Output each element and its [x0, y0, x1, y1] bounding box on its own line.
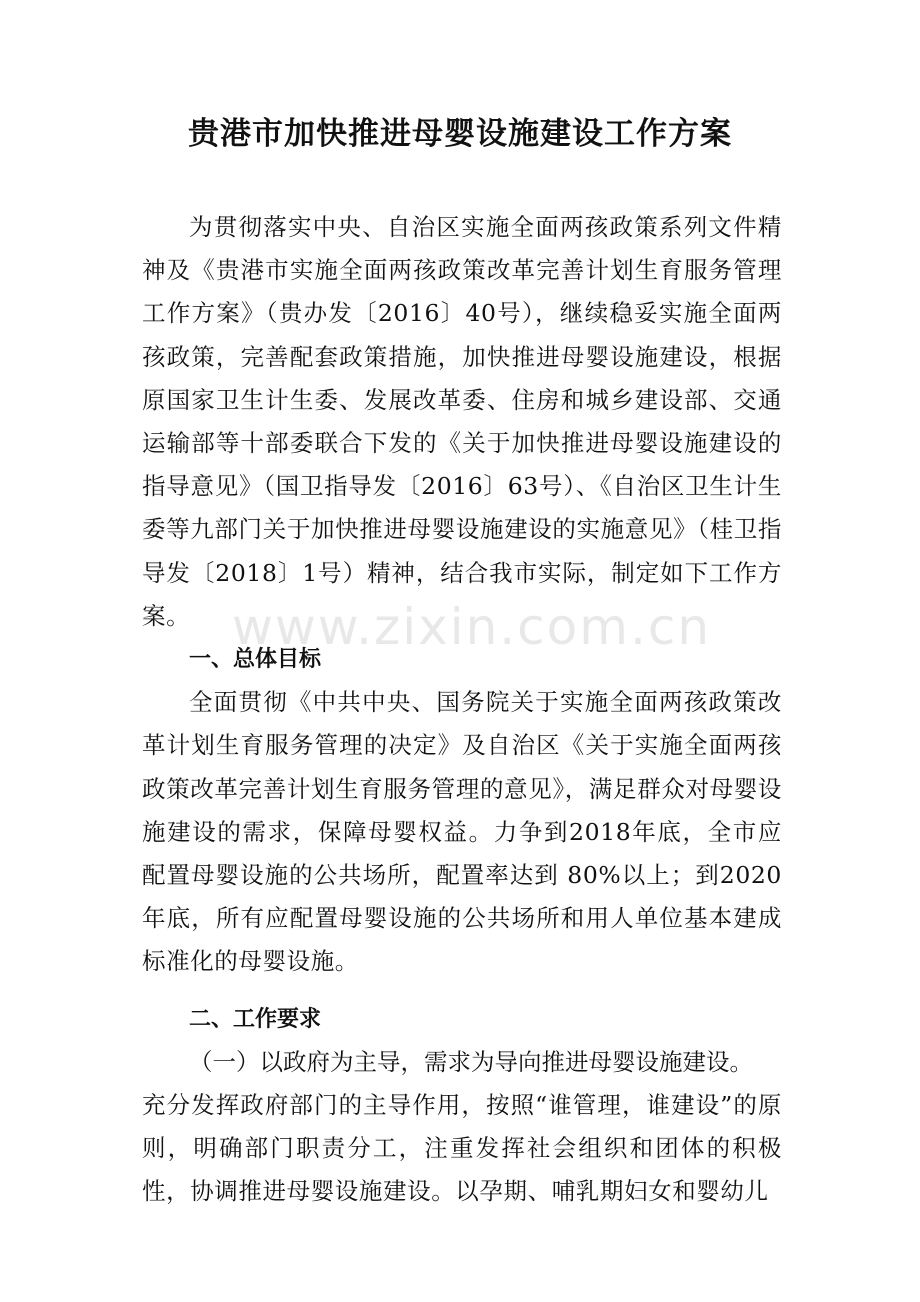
intro-paragraph: 为贯彻落实中央、自治区实施全面两孩政策系列文件精神及《贵港市实施全面两孩政策改革完善计划生育服务管理工作方案》（贵办发〔2016〕40号），继续稳妥实施全面两孩政策，完善配套政策措施，加快推进母婴设施建设，根据原国家卫生计生委、发展改革委、住房和城乡建设部、交通运输部等十部委联合下发的《关于加快推进母婴设施建设的指导意见》（国卫指导发〔2016〕63号）、《自治区卫生计生委等九部门关于加快推进母婴设施建设的实施意见》（桂卫指导发〔2018〕1号）精神，结合我市实际，制定如下工作方案。 — [142, 213, 782, 630]
section-heading-overall-goal: 一、总体目标 — [189, 647, 322, 673]
section-heading-work-requirements: 二、工作要求 — [189, 1006, 322, 1032]
subsection-paragraph-government-led: 充分发挥政府部门的主导作用，按照“谁管理，谁建设”的原则，明确部门职责分工，注重发挥社会组织和团体的积极性，协调推进母婴设施建设。以孕期、哺乳期妇女和婴幼儿 — [142, 1091, 782, 1206]
document-body — [142, 206, 782, 1214]
watermark-text: www.zixin.com.cn — [232, 598, 712, 656]
section-paragraph-overall-goal: 全面贯彻《中共中央、国务院关于实施全面两孩政策改革计划生育服务管理的决定》及自治区《关于实施全面两孩政策改革完善计划生育服务管理的意见》，满足群众对母婴设施建设的需求，保障母婴权益。力争到2018年底，全市应配置母婴设施的公共场所，配置率达到 80%以上；到2020年底，所有应配置母婴设施的公共场所和用人单位基本建成标准化的母婴设施。 — [142, 688, 782, 976]
subsection-heading-government-led: （一）以政府为主导，需求为导向推进母婴设施建设。 — [189, 1047, 753, 1076]
document-title: 贵港市加快推进母婴设施建设工作方案 — [188, 116, 732, 152]
